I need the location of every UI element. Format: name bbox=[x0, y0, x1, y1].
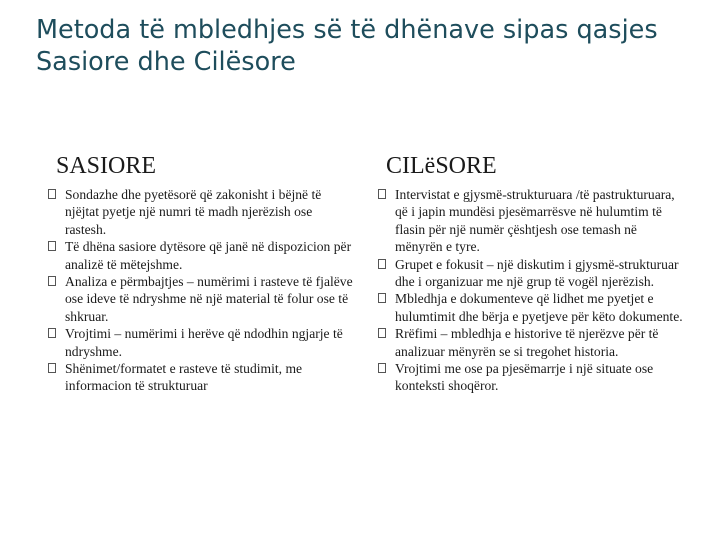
square-bullet-icon bbox=[48, 276, 56, 286]
list-item-text: Intervistat e gjysmë-strukturuara /të pastrukturuara, që i japin mundësi pjesëmarrësve në hulumtim të flasin për një numër çështjesh ose temash në mënyrën e tyre. bbox=[395, 187, 675, 255]
list-item-text: Shënimet/formatet e rasteve të studimit, me informacion të strukturuar bbox=[65, 361, 303, 394]
square-bullet-icon bbox=[378, 259, 386, 269]
list-item bbox=[48, 273, 353, 325]
square-bullet-icon bbox=[48, 189, 56, 199]
qualitative-methods-list bbox=[378, 186, 683, 395]
quantitative-heading: SASIORE bbox=[56, 153, 157, 179]
list-item bbox=[378, 325, 683, 360]
qualitative-heading: CILëSORE bbox=[386, 153, 497, 179]
list-item-text: Vrojtimi me ose pa pjesëmarrje i një situate ose konteksti shoqëror. bbox=[395, 361, 654, 394]
list-item bbox=[378, 290, 683, 325]
square-bullet-icon bbox=[378, 328, 386, 338]
list-item bbox=[378, 360, 683, 395]
square-bullet-icon bbox=[378, 293, 386, 303]
slide-title bbox=[36, 14, 696, 78]
square-bullet-icon bbox=[48, 328, 56, 338]
quantitative-methods-list bbox=[48, 186, 353, 395]
list-item-text: Mbledhja e dokumenteve që lidhet me pyetjet e hulumtimit dhe bërja e pyetjeve për këto dokumente. bbox=[395, 291, 683, 324]
list-item-text: Sondazhe dhe pyetësorë që zakonisht i bëjnë të njëjtat pyetje një numri të madh njerëzish ose rastesh. bbox=[65, 187, 322, 237]
list-item-text: Grupet e fokusit – një diskutim i gjysmë-strukturuar dhe i organizuar me një grup të vogël njerëzish. bbox=[395, 256, 679, 290]
list-item bbox=[378, 256, 683, 291]
list-item bbox=[48, 325, 353, 360]
slide-title-line-1: Metoda të mbledhjes së të dhënave sipas qasjes bbox=[36, 15, 658, 45]
square-bullet-icon bbox=[378, 363, 386, 373]
list-item bbox=[48, 238, 353, 273]
list-item bbox=[48, 186, 353, 238]
square-bullet-icon bbox=[48, 363, 56, 373]
list-item-text: Rrëfimi – mbledhja e historive të njerëzve për të analizuar mënyrën se si tregohet historia. bbox=[395, 326, 659, 359]
list-item-text: Analiza e përmbajtjes – numërimi i rasteve të fjalëve ose ideve të ndryshme në një material të folur ose të shkruar. bbox=[65, 274, 353, 324]
list-item bbox=[378, 186, 683, 256]
list-item-text: Vrojtimi – numërimi i herëve që ndodhin ngjarje të ndryshme. bbox=[65, 326, 343, 359]
square-bullet-icon bbox=[378, 189, 386, 199]
list-item bbox=[48, 360, 353, 395]
slide-title-line-2: Sasiore dhe Cilësore bbox=[36, 47, 296, 77]
list-item-text: Të dhëna sasiore dytësore që janë në dispozicion për analizë të mëtejshme. bbox=[65, 239, 352, 272]
square-bullet-icon bbox=[48, 241, 56, 251]
